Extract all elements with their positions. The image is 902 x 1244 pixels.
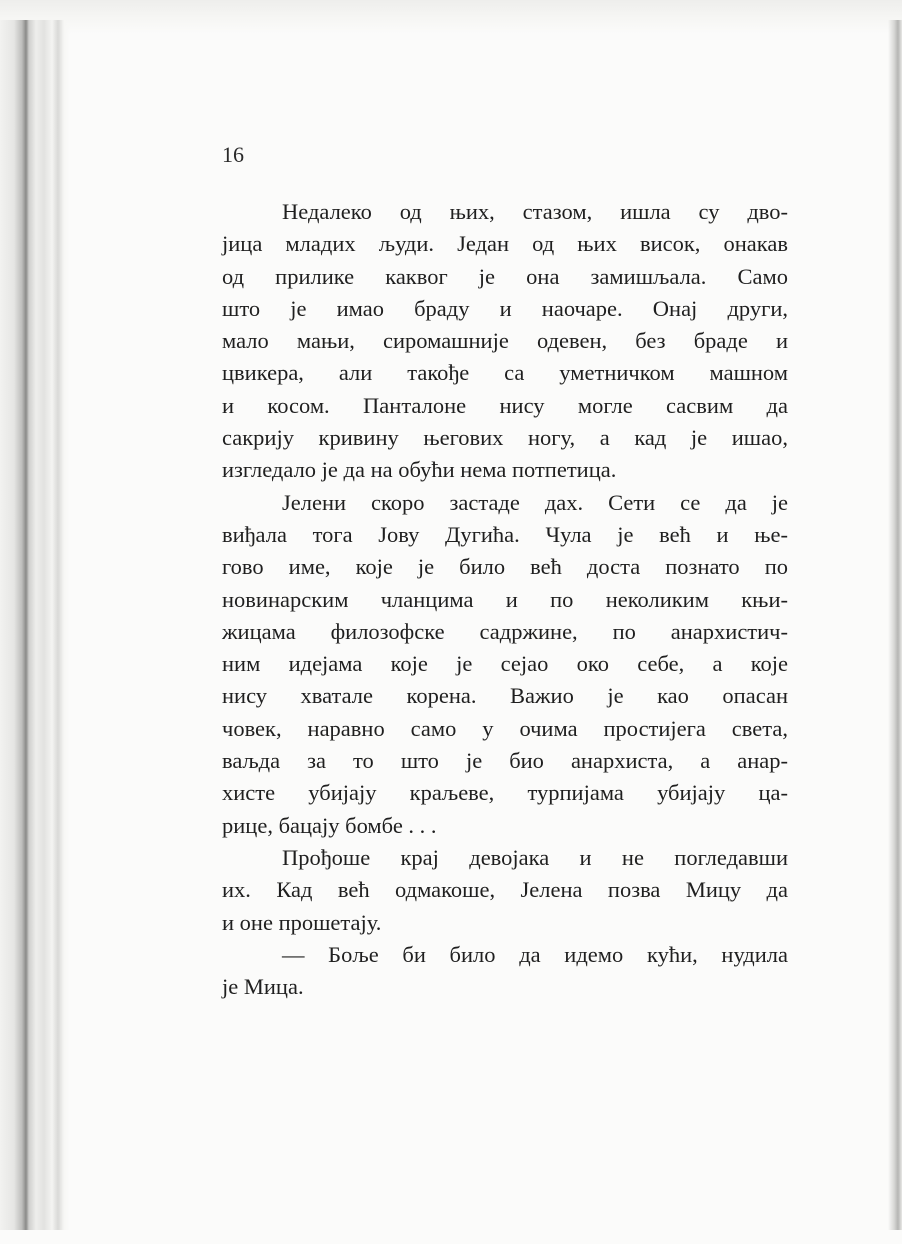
text-line: што је имао браду и наочаре. Онај други, bbox=[222, 295, 788, 321]
text-line: мало мањи, сиромашније одевен, без браде и bbox=[222, 328, 788, 354]
scan-top-shadow bbox=[0, 0, 902, 34]
text-line: — Боље би било да идемо кући, нудила bbox=[282, 941, 788, 967]
text-line: виђала тога Јову Дугића. Чула је већ и ње- bbox=[222, 521, 788, 547]
text-line: нису хватале корена. Важио је као опасан bbox=[222, 683, 788, 709]
book-binding-shadow bbox=[0, 20, 70, 1230]
text-line: хисте убијају краљеве, турпијама убијају ца- bbox=[222, 780, 788, 806]
text-line: Јелени скоро застаде дах. Сети се да је bbox=[282, 489, 788, 515]
text-line: од прилике каквог је она замишљала. Само bbox=[222, 263, 788, 289]
text-line: сакрију кривину његових ногу, а кад је ишао, bbox=[222, 425, 788, 451]
text-line: човек, наравно само у очима простијега света, bbox=[222, 715, 788, 741]
text-line: изгледало је да на обући нема потпетица. bbox=[222, 457, 617, 483]
text-line: рице, бацају бомбе . . . bbox=[222, 812, 437, 838]
text-line: цвикера, али такође са уметничком машном bbox=[222, 360, 788, 386]
text-line: Прођоше крај девојака и не погледавши bbox=[282, 844, 788, 870]
text-line: је Мица. bbox=[222, 974, 304, 1000]
page-edge-shadow bbox=[888, 20, 902, 1230]
text-line: и оне прошетају. bbox=[222, 909, 382, 935]
body-text bbox=[222, 196, 788, 1003]
text-line: гово име, које је било већ доста познато по bbox=[222, 554, 788, 580]
text-line: жицама филозофске садржине, по анархистич- bbox=[222, 618, 788, 644]
text-line: ваљда за то што је био анархиста, а анар- bbox=[222, 748, 788, 774]
page-number: 16 bbox=[222, 142, 244, 167]
text-line: новинарским чланцима и по неколиким књи- bbox=[222, 586, 788, 612]
text-line: јица младих људи. Један од њих висок, онакав bbox=[222, 231, 788, 257]
text-line: их. Кад већ одмакоше, Јелена позва Мицу да bbox=[222, 877, 788, 903]
text-line: ним идејама које је сејао око себе, а које bbox=[222, 651, 788, 677]
text-line: и косом. Панталоне нису могле сасвим да bbox=[222, 392, 788, 418]
text-line: Недалеко од њих, стазом, ишла су дво- bbox=[282, 199, 788, 224]
